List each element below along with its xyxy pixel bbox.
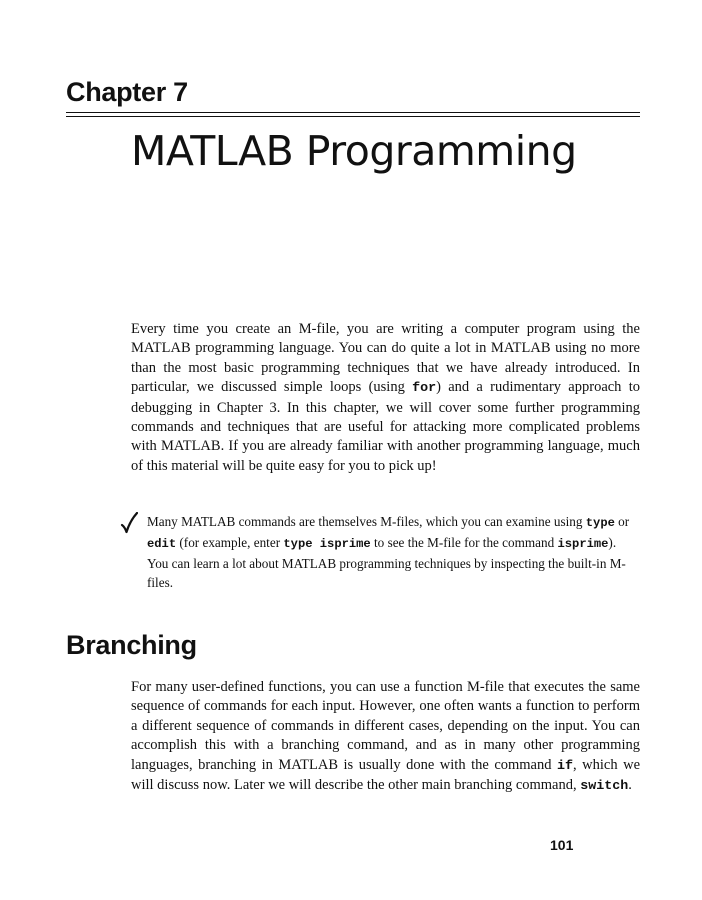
- chapter-title: MATLAB Programming: [131, 127, 577, 175]
- code-if: if: [557, 758, 574, 774]
- note-segment: Many MATLAB commands are themselves M-files, which you can examine using: [147, 514, 586, 529]
- code-type: type: [585, 516, 615, 530]
- intro-text: Every time you create an M-file, you are writing a computer program using the MATLAB programming language. You can do quite a lot in MATLAB using no more than the most basic programming techniques that we have already introduced. In particular, we discussed simple loops (using: [131, 321, 640, 396]
- intro-text: ) and a rudimentary approach to debugging in Chapter 3. In this chapter, we will cover some further programming commands and techniques that are useful for attacking more complicated problems with MATLAB. If you are already familiar with another programming language, much of this material will be quite easy for you to pick up!: [131, 379, 640, 474]
- code-isprime: isprime: [557, 537, 609, 551]
- section-heading-branching: Branching: [66, 630, 197, 660]
- note-segment: ). You can learn a lot about MATLAB programming techniques by inspecting the built-in M-files.: [147, 535, 626, 590]
- chapter-label: Chapter 7: [66, 77, 188, 107]
- code-for: for: [412, 381, 437, 397]
- chapter-rule: [66, 112, 640, 117]
- note-text: [147, 512, 637, 592]
- note-segment: to see the M-file for the command: [370, 535, 558, 550]
- page-number: 101: [550, 837, 574, 853]
- code-edit: edit: [147, 537, 177, 551]
- note-segment: or: [614, 514, 630, 529]
- branching-text: For many user-defined functions, you can use a function M-file that executes the same sequence of commands for each input. However, one often wants a function to perform a different sequence of commands in different cases, depending on the input. You can accomplish this with a branching command, and as in many other programming languages, branching in MATLAB is usually done with the command: [131, 679, 640, 773]
- branching-paragraph: [131, 678, 640, 796]
- branching-text: , which we will discuss now. Later we will describe the other main branching command,: [131, 756, 641, 794]
- code-type-isprime: type isprime: [283, 537, 371, 551]
- note-segment: (for example, enter: [176, 535, 284, 550]
- intro-paragraph: [131, 320, 640, 476]
- branching-text: .: [628, 777, 632, 794]
- code-switch: switch: [580, 779, 629, 795]
- checkmark-icon: [120, 512, 138, 534]
